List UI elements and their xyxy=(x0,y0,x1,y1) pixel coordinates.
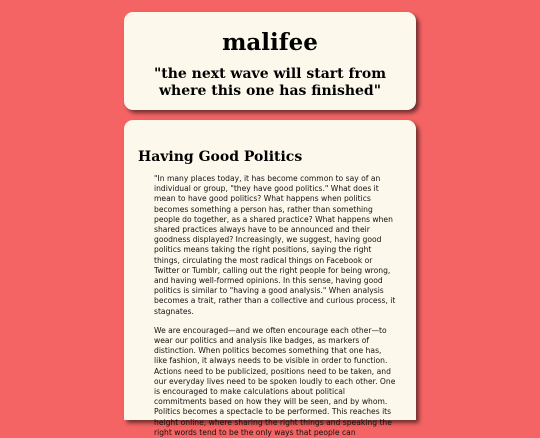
post-title[interactable]: Having Good Politics xyxy=(138,149,303,165)
post-body xyxy=(154,174,396,438)
post-paragraph: We are encouraged—and we often encourage each other—to wear our politics and analysis like badges, as markers of distinction. When politics becomes something that one has, like fashion, it always needs to be visible in order to function. Actions need to be publicized, positions need to be taken, and our everyday lives need to be spoken loudly to each other. One is encouraged to make calculations about political commitments based on how they will be seen, and by whom. Politics becomes a spectacle to be performed. This reaches its height online, where sharing the right things and speaking the right words tend to be the only ways that people can xyxy=(154,325,396,437)
blog-post xyxy=(124,120,416,437)
post-paragraph: "In many places today, it has become common to say of an individual or group, "they have good politics." What does it mean to have good politics? What happens when politics becomes something a person has, rather than something people do together, as a shared practice? What happens when shared practices always have to be announced and their goodness displayed? Increasingly, we suggest, having good politics means taking the right positions, saying the right things, circulating the most radical things on Facebook or Twitter or Tumblr, calling out the right people for being wrong, and having well-formed opinions. In this sense, having good politics is similar to "having a good analysis." When analysis becomes a trait, rather than a collective and curious process, it stagnates. xyxy=(154,174,396,316)
blog-header xyxy=(124,12,416,110)
site-title[interactable]: malifee xyxy=(222,29,318,56)
site-tagline: "the next wave will start from where this one has finished" xyxy=(153,66,387,99)
